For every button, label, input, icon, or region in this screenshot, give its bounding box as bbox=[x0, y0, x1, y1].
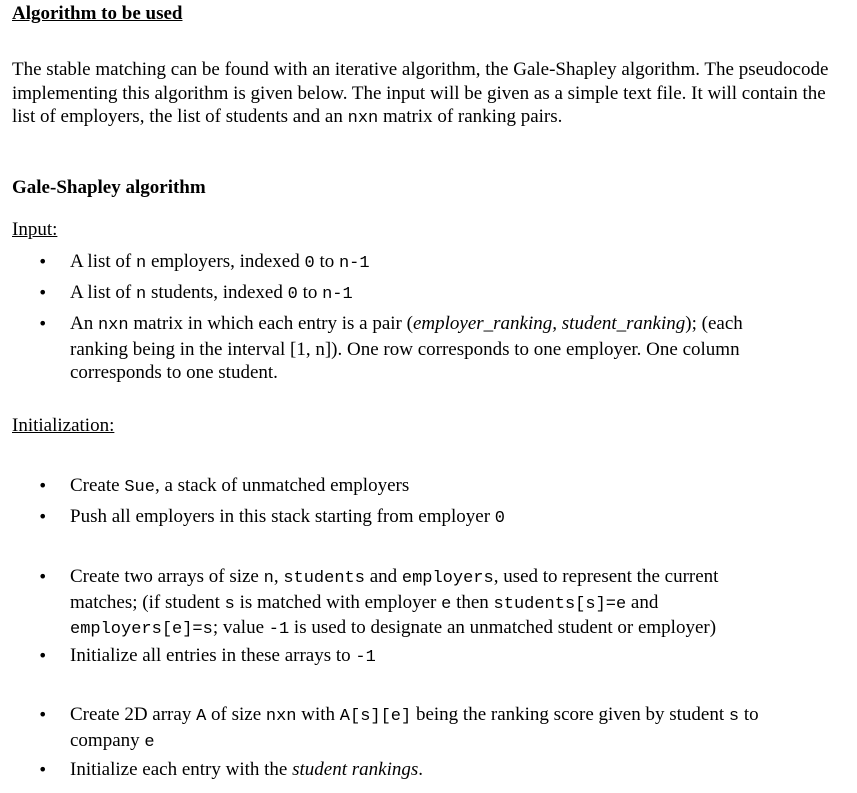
intro-paragraph: The stable matching can be found with an iterative algorithm, the Gale-Shapley algorithm. The pseudocode implementing this algorithm is given below. The input will be given as a simple text file. It will contain the list of employers, the list of students and an nxn matrix of ranking pairs. bbox=[12, 59, 829, 128]
initialization-heading: Initialization: bbox=[12, 415, 115, 436]
list-item: • An nxn matrix in which each entry is a pair (employer_ranking, student_ranking); (each ranking being in the interval [1, n]). One row corresponds to one employer. One column corresponds to one student. bbox=[70, 312, 790, 385]
list-item: • Create 2D array A of size nxn with A[s][e] being the ranking score given by student s to company e bbox=[70, 703, 800, 754]
algorithm-heading: Gale-Shapley algorithm bbox=[12, 177, 206, 198]
list-item: • A list of n students, indexed 0 to n-1 bbox=[70, 281, 840, 307]
list-item: • Initialize each entry with the student rankings. bbox=[70, 758, 840, 782]
list-item: • Initialize all entries in these arrays to -1 bbox=[70, 644, 840, 670]
list-item: • Create Sue, a stack of unmatched employers bbox=[70, 474, 840, 500]
list-item: • A list of n employers, indexed 0 to n-1 bbox=[70, 250, 840, 276]
list-item: • Push all employers in this stack starting from employer 0 bbox=[70, 505, 840, 531]
section-title: Algorithm to be used bbox=[12, 3, 183, 24]
input-heading: Input: bbox=[12, 219, 58, 240]
list-item: • Create two arrays of size n, students and employers, used to represent the current matches; (if student s is matched with employer e then students[s]=e and employers[e]=s; value -1 is used to designate an unmatched student or employer) bbox=[70, 565, 790, 642]
